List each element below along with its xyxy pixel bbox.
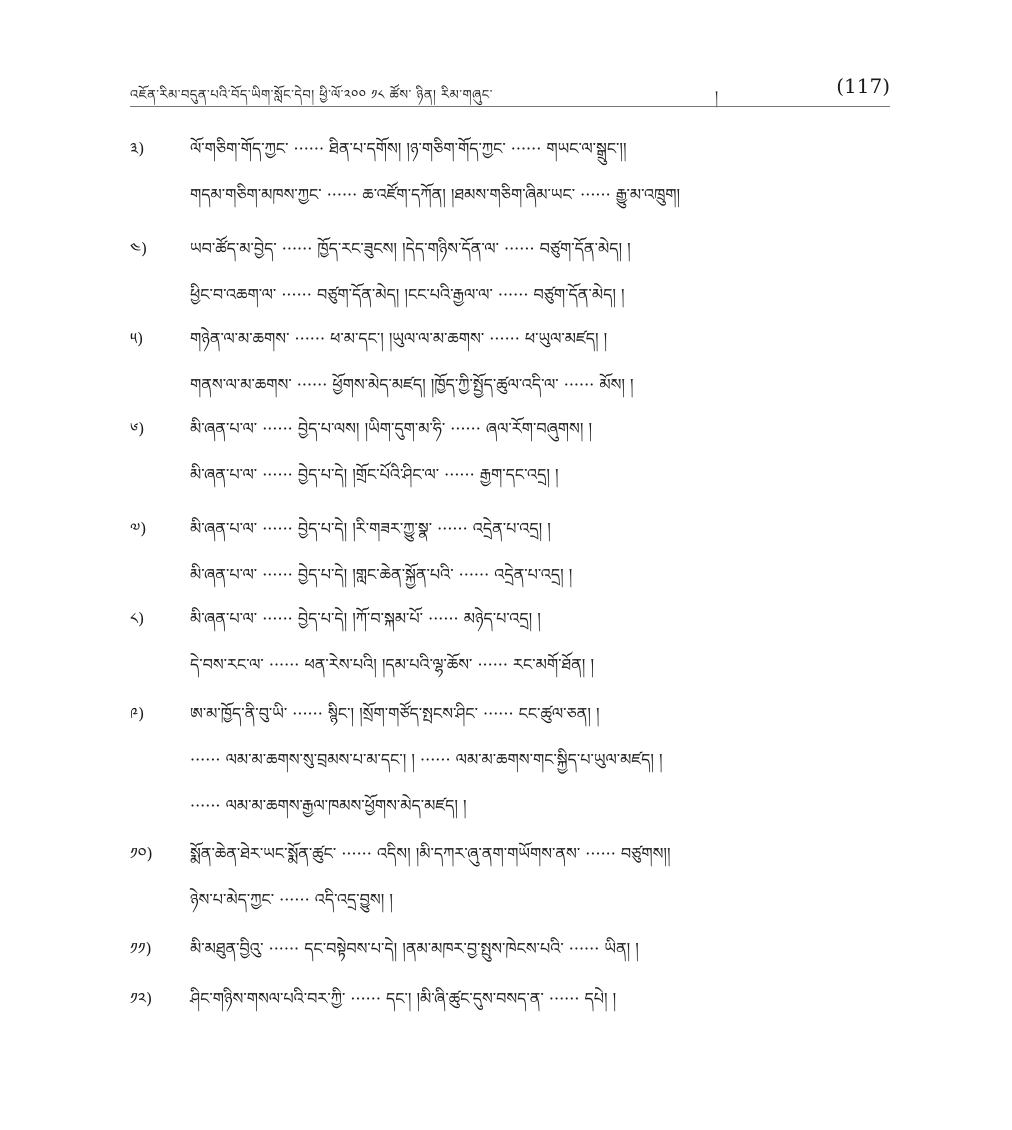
- verse-line: མི་ཞན་པ་ལ་ ······ བྱེད་པ་དེ། །གླང་ཆེན་སྐྱོན་པའི་ ······ འདྲེན་པ་འདྲ། །: [190, 565, 573, 584]
- item-number: ༩): [130, 704, 145, 723]
- verse-line: སྨོན་ཆེན་ཐེར་ཡང་སྨོན་ཚུང་ ······ འདིས། །མི་དཀར་ཞུ་ནག་གཡོགས་ནས་ ······ བཙུགས།།: [190, 844, 671, 863]
- verse-line: ······ ལམ་མ་ཆགས་སུ་བྲམས་པ་མ་དང་། ། ······ ལམ་མ་ཆགས་གང་སྐྱིད་པ་ཡུལ་མཛད། །: [190, 750, 663, 769]
- verse-line: ཨ་མ་ཁྱོད་ནི་བུ་ཡི་ ······ སྙིང་། །སྲོག་གཙོད་སྤངས་ཤིང་ ······ ངང་ཚུལ་ཅན། །: [190, 704, 600, 723]
- running-header: [130, 70, 890, 110]
- item-number: ༧): [130, 519, 147, 538]
- verse-line: ཡབ་ཚོད་མ་བྱེད་ ······ ཁྱོད་རང་ཟུངས། །དེད་གཉིས་དོན་ལ་ ······ བཙུག་དོན་མེད། །: [190, 239, 631, 258]
- item-number: ༨): [130, 609, 145, 628]
- item-number: ༡༠): [130, 844, 153, 863]
- verse-line: མི་མཐུན་བྱིའུ་ ······ དང་བསྟེབས་པ་དེ། །ནམ་མཁར་བྱ་སྤུས་ཁེངས་པའི་ ······ ཡིན། །: [190, 939, 639, 958]
- item-number: ༣): [130, 139, 145, 158]
- verse-line: མི་ཞན་པ་ལ་ ······ བྱེད་པ་དེ། །ཀོ་བ་སྐམ་པོ་ ······ མཉེད་པ་འདྲ། །: [190, 609, 541, 628]
- verse-line: ཕྱིང་བ་འཆག་ལ་ ······ བཙུག་དོན་མེད། །ངང་པའི་རྒྱལ་ལ་ ······ བཙུག་དོན་མེད། །: [190, 285, 625, 304]
- item-number: ༡༡): [130, 939, 152, 958]
- verse-line: དེ་བས་རང་ལ་ ······ ཕན་རེས་པའི། །དམ་པའི་ལྷ་ཆོས་ ······ རང་མགོ་ཐོན། །: [190, 655, 594, 674]
- verse-line: ལོ་གཅིག་གོད་ཀྱང་ ······ ཐིན་པ་དགོས། །ཉ་གཅིག་གོད་ཀྱང་ ······ གཡང་ལ་སྒྲུང་།།: [190, 139, 627, 158]
- item-number: ༥): [130, 329, 144, 348]
- verse-line: གདམ་གཅིག་མཁས་ཀྱང་ ······ ཆ་འཛོག་དཀོན། །ཐམས་གཅིག་ཞིམ་ཡང་ ······ རྒྱུ་མ་འཁྲུག།: [190, 185, 681, 204]
- item-number: ༤): [130, 239, 148, 258]
- page-number: (117): [836, 74, 890, 98]
- running-title: འཇོན་རིམ་བདུན་པའི་བོད་ཡིག་སློང་དེབ། ཕྱི་ལོ་༢༠༠ ༡༨ ཚོས་ ཉིན། རིམ་གཞུང་: [130, 88, 493, 103]
- item-number: ༡༢): [130, 989, 153, 1008]
- verse-line: མི་ཞན་པ་ལ་ ······ བྱེད་པ་དེ། །གྲོང་པོའི་ཤིང་ལ་ ······ རྒྱག་དང་འདྲ། །: [190, 465, 559, 484]
- verse-line: མི་ཞན་པ་ལ་ ······ བྱེད་པ་དེ། །རི་གཟར་ཀྱུ་སྣ་ ······ འདྲེན་པ་འདྲ། །: [190, 519, 551, 538]
- header-rule: [130, 106, 890, 107]
- item-number: ༦): [130, 419, 145, 438]
- verse-line: གཉེན་ལ་མ་ཆགས་ ······ ཕ་མ་དང་། །ཡུལ་ལ་མ་ཆགས་ ······ ཕ་ཡུལ་མཛད། །: [190, 329, 608, 348]
- verse-line: ཉེས་པ་མེད་ཀྱང་ ······ འདི་འདྲ་བྱུས། །: [190, 890, 393, 909]
- verse-line: གནས་ལ་མ་ཆགས་ ······ ཕྱོགས་མེད་མཛད། །ཁྱོད་ཀྱི་སྤྱོད་ཚུལ་འདི་ལ་ ······ མོས། །: [190, 375, 634, 394]
- verse-line: ཤིང་གཉིས་གསལ་པའི་བར་ཀྱི་ ······ དང་། །མི་ཞི་ཚུང་དུས་བསད་ན་ ······ དཔེ། །: [190, 989, 617, 1008]
- header-shad-mark: །: [715, 89, 719, 105]
- verse-line: ······ ལམ་མ་ཆགས་རྒྱལ་ཁམས་ཕྱོགས་མེད་མཛད། །: [190, 796, 467, 815]
- verse-line: མི་ཞན་པ་ལ་ ······ བྱེད་པ་ལས། །ཡིག་དུག་མ་ཧི་ ······ ཞལ་རོག་བཞུགས། །: [190, 419, 593, 438]
